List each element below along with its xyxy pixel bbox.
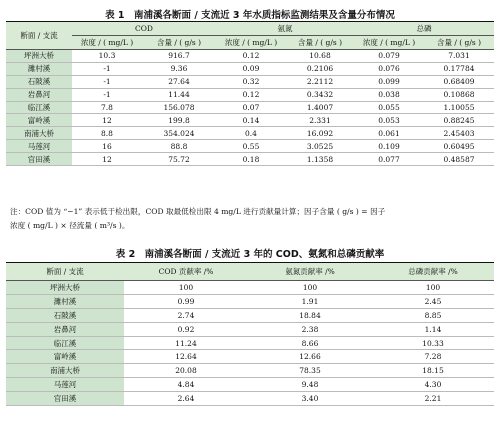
table-cell: 7.031 [424,50,494,63]
table-cell: 0.55 [216,140,286,153]
table-cell: 12 [72,153,142,166]
table1-group-phosphorus: 总磷 [354,22,494,36]
table-row [6,88,494,101]
table2-header: 氨氮贡献率 /% [248,263,372,281]
table-cell: 18.15 [372,364,494,378]
row-label: 富岭溪 [6,350,124,364]
table-row [6,308,494,322]
table-cell: 4.30 [372,378,494,392]
table1-group-cod: COD [72,22,216,36]
table-cell: 12 [72,114,142,127]
table-cell: -1 [72,75,142,88]
table-cell: 0.18 [216,153,286,166]
table-row [6,127,494,140]
table-cell: 8.8 [72,127,142,140]
row-label: 坪洲大桥 [6,281,124,295]
table-cell: 9.36 [142,62,216,75]
table-row [6,336,494,350]
table-cell: 88.8 [142,140,216,153]
table-row [6,62,494,75]
table-cell: 2.38 [248,322,372,336]
table-cell: 1.4007 [286,101,354,114]
table-cell: 16 [72,140,142,153]
table1-subheader: 浓度 / ( mg/L ) [72,36,142,50]
table1-note [10,205,490,233]
table-row [6,378,494,392]
table-row [6,322,494,336]
table-cell: 100 [124,281,248,295]
table-cell: 100 [372,281,494,295]
table-cell: 0.12 [216,50,286,63]
row-label: 官田溪 [6,392,124,406]
table-cell: 0.2106 [286,62,354,75]
table-cell: 0.3432 [286,88,354,101]
table-cell: 10.3 [72,50,142,63]
table-row [6,364,494,378]
table-cell: 3.0525 [286,140,354,153]
table-cell: 7.8 [72,101,142,114]
table-cell: 11.24 [124,336,248,350]
table-row [6,392,494,406]
table-cell: -1 [72,62,142,75]
table-cell: 1.10055 [424,101,494,114]
table-cell: 75.72 [142,153,216,166]
table-cell: 0.99 [124,294,248,308]
row-label: 南浦大桥 [6,127,72,140]
table-cell: 1.1358 [286,153,354,166]
table-cell: 916.7 [142,50,216,63]
table-row [6,153,494,166]
table-cell: 156.078 [142,101,216,114]
table2 [6,262,494,406]
row-label: 临江溪 [6,101,72,114]
table-cell: 12.64 [124,350,248,364]
row-label: 富岭溪 [6,114,72,127]
table1-subheader: 浓度 / ( mg/L ) [216,36,286,50]
table2-body [6,281,494,406]
row-label: 濉村溪 [6,62,72,75]
table-cell: 0.099 [354,75,424,88]
table-cell: 199.8 [142,114,216,127]
table-row [6,75,494,88]
table-cell: 0.68409 [424,75,494,88]
note-line-1: 注：COD 值为 “−1” 表示低于检出限，COD 取最低检出限 4 mg/L 进行贡献量计算；因子含量 ( g/s ) = 因子 [10,207,386,216]
table-cell: 2.74 [124,308,248,322]
table1-subheader: 含量 / ( g/s ) [142,36,216,50]
table1-subheader: 浓度 / ( mg/L ) [354,36,424,50]
table-cell: 0.12 [216,88,286,101]
table-cell: 2.45 [372,294,494,308]
table-cell: 0.48587 [424,153,494,166]
table-cell: 18.84 [248,308,372,322]
table-cell: 78.35 [248,364,372,378]
table-row [6,50,494,63]
table-cell: 0.038 [354,88,424,101]
table-cell: 0.079 [354,50,424,63]
table-row [6,350,494,364]
table-cell: 0.60495 [424,140,494,153]
table-cell: 2.331 [286,114,354,127]
table-row [6,281,494,295]
table-cell: -1 [72,88,142,101]
table-cell: 0.88245 [424,114,494,127]
table-cell: 2.64 [124,392,248,406]
table-cell: 0.053 [354,114,424,127]
table-cell: 8.66 [248,336,372,350]
table-cell: 0.17784 [424,62,494,75]
table-cell: 2.21 [372,392,494,406]
table-cell: 0.055 [354,101,424,114]
table-cell: 0.10868 [424,88,494,101]
table1-body [6,50,494,166]
table-cell: 1.14 [372,322,494,336]
table-cell: 20.08 [124,364,248,378]
table-cell: 0.061 [354,127,424,140]
table-row [6,114,494,127]
table-cell: 0.109 [354,140,424,153]
row-label: 官田溪 [6,153,72,166]
table-cell: 4.84 [124,378,248,392]
table2-caption: 表 2 南浦溪各断面 / 支流近 3 年的 COD、氨氮和总磷贡献率 [115,249,385,260]
table1 [6,21,494,166]
table2-header: COD 贡献率 /% [124,263,248,281]
table-cell: 2.45403 [424,127,494,140]
table-cell: 11.44 [142,88,216,101]
table-row [6,294,494,308]
table1-subheader: 含量 / ( g/s ) [286,36,354,50]
row-label: 临江溪 [6,336,124,350]
table-cell: 0.076 [354,62,424,75]
table-cell: 12.66 [248,350,372,364]
table-row [6,101,494,114]
table-cell: 354.024 [142,127,216,140]
row-label: 石陂溪 [6,308,124,322]
table-cell: 10.68 [286,50,354,63]
table-cell: 27.64 [142,75,216,88]
table1-caption: 表 1 南浦溪各断面 / 支流近 3 年水质指标监测结果及含量分布情况 [105,10,395,21]
table1-header-section: 断面 / 支流 [6,22,72,50]
table-cell: 0.09 [216,62,286,75]
row-label: 马莲河 [6,140,72,153]
table-cell: 3.40 [248,392,372,406]
row-label: 石陂溪 [6,75,72,88]
row-label: 马莲河 [6,378,124,392]
table-cell: 10.33 [372,336,494,350]
table1-subheader: 含量 / ( g/s ) [424,36,494,50]
table-cell: 0.32 [216,75,286,88]
table2-header: 断面 / 支流 [6,263,124,281]
table-row [6,140,494,153]
row-label: 南浦大桥 [6,364,124,378]
table-cell: 2.2112 [286,75,354,88]
table-cell: 0.4 [216,127,286,140]
note-line-2: 浓度 ( mg/L ) × 径流量 ( m³/s )。 [10,221,130,230]
table2-header: 总磷贡献率 /% [372,263,494,281]
table-cell: 16.092 [286,127,354,140]
table-cell: 100 [248,281,372,295]
table-cell: 0.07 [216,101,286,114]
row-label: 岩鼻河 [6,322,124,336]
row-label: 坪洲大桥 [6,50,72,63]
table-cell: 9.48 [248,378,372,392]
table-cell: 0.14 [216,114,286,127]
table-cell: 7.28 [372,350,494,364]
table-cell: 8.85 [372,308,494,322]
row-label: 濉村溪 [6,294,124,308]
table-cell: 0.92 [124,322,248,336]
table-cell: 1.91 [248,294,372,308]
row-label: 岩鼻河 [6,88,72,101]
table-cell: 0.077 [354,153,424,166]
table1-group-ammonia: 氨氮 [216,22,354,36]
